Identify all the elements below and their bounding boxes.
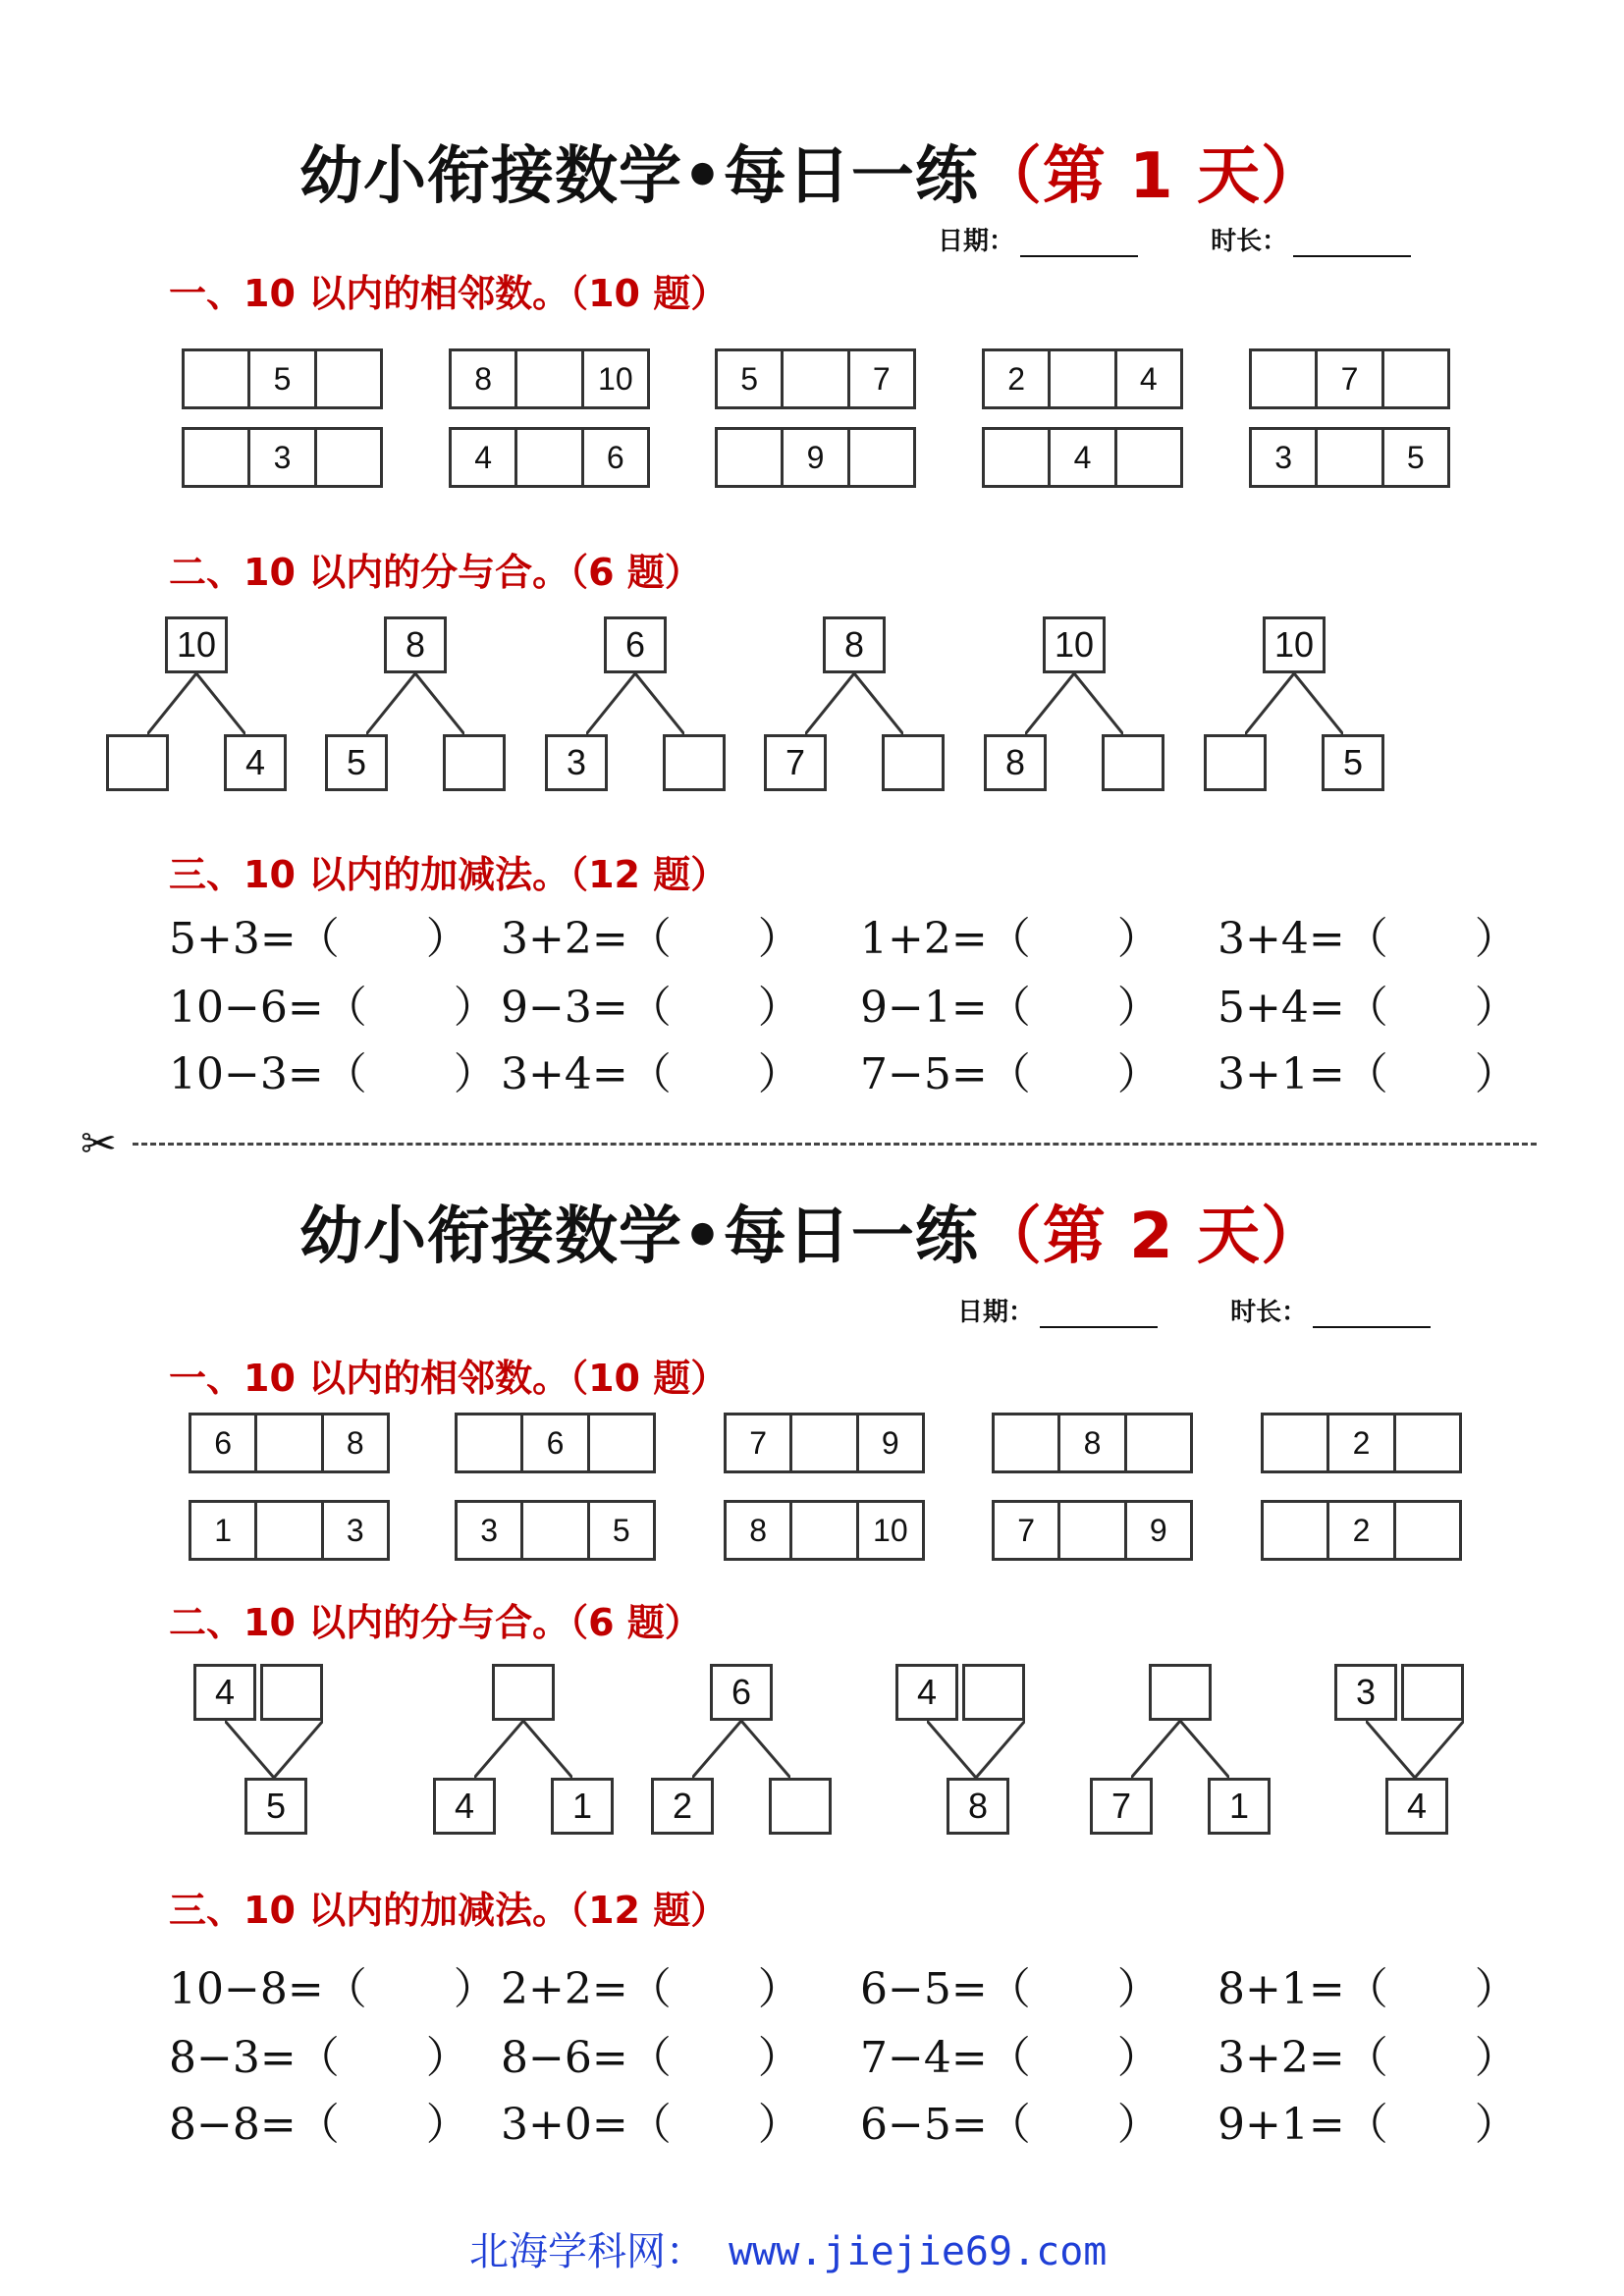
- day2-answer-cell[interactable]: [1264, 1503, 1326, 1558]
- day1-bond-top-box: 10: [165, 616, 228, 673]
- day2-answer-cell[interactable]: [1057, 1503, 1123, 1558]
- day1-adjacent-item: [182, 427, 383, 488]
- day2-bond-branch-line: [1415, 1721, 1464, 1778]
- day1-bond-left-box[interactable]: [1204, 734, 1267, 791]
- day2-bond-left-box: 2: [651, 1778, 714, 1835]
- day1-title: [299, 126, 1325, 216]
- day1-given-cell: 5: [247, 351, 313, 406]
- day2-bond-branch: [1131, 1721, 1229, 1778]
- day2-bond-branch-line: [474, 1721, 523, 1778]
- day2-answer-cell[interactable]: [995, 1415, 1057, 1470]
- day1-equation[interactable]: 7−5=（ ）: [860, 1049, 1161, 1099]
- day2-bond-branch-line: [523, 1721, 572, 1778]
- day2-duration-field[interactable]: [1313, 1303, 1431, 1328]
- day2-given-cell: 1: [214, 1512, 233, 1548]
- day1-answer-cell[interactable]: [1048, 351, 1113, 406]
- day2-given-cell: 8: [1057, 1415, 1123, 1470]
- day1-adjacent-item: [1249, 348, 1450, 409]
- day1-bond-branch-line: [415, 673, 464, 734]
- day1-bond-left-box: 3: [545, 734, 608, 791]
- day2-adjacent-item: [992, 1500, 1193, 1561]
- day1-given-cell: 5: [740, 360, 759, 397]
- day2-given-cell: 2: [1326, 1503, 1392, 1558]
- day1-bond-branch: [147, 673, 245, 734]
- day2-date-label: 日期：: [957, 1298, 1035, 1327]
- day2-bond-branch-line: [927, 1721, 976, 1778]
- day2-bond-branch-line: [741, 1721, 790, 1778]
- day2-bond-branch: [1366, 1721, 1464, 1778]
- day2-equation[interactable]: 3+0=（ ）: [501, 2100, 801, 2150]
- day2-title-main: 幼小衔接数学•每日一练: [299, 1201, 979, 1273]
- day2-answer-cell[interactable]: [458, 1415, 520, 1470]
- day2-answer-cell[interactable]: [254, 1503, 320, 1558]
- day2-answer-cell[interactable]: [1393, 1415, 1459, 1470]
- day1-answer-cell[interactable]: [1252, 351, 1315, 406]
- day2-duration-label: 时长：: [1230, 1298, 1308, 1327]
- day2-bond-branch-line: [1180, 1721, 1229, 1778]
- day1-given-cell: 6: [581, 430, 647, 485]
- day1-bond-branch-line: [366, 673, 415, 734]
- day2-bond-branch-line: [274, 1721, 323, 1778]
- day2-bond-branch: [927, 1721, 1025, 1778]
- day1-adjacent-item: [449, 427, 650, 488]
- day2-section-3-heading: 三、10 以内的加减法。（12 题）: [169, 1889, 729, 1932]
- day1-answer-cell[interactable]: [514, 351, 580, 406]
- day1-equation[interactable]: 9−1=（ ）: [860, 983, 1161, 1033]
- day1-adjacent-item: [182, 348, 383, 409]
- day1-bond-left-box[interactable]: [106, 734, 169, 791]
- day1-bond-branch-line: [196, 673, 245, 734]
- day1-bond-right-box: 5: [1322, 734, 1384, 791]
- day1-answer-cell[interactable]: [985, 430, 1048, 485]
- day1-bond-right-box[interactable]: [443, 734, 506, 791]
- day2-bond-bottom-box: 4: [1385, 1778, 1448, 1835]
- day1-bond-branch-line: [1074, 673, 1123, 734]
- day2-answer-cell[interactable]: [1393, 1503, 1459, 1558]
- day1-answer-cell[interactable]: [1315, 430, 1380, 485]
- day1-title-day: （第 1 天）: [978, 140, 1325, 213]
- day2-given-cell: 6: [214, 1424, 233, 1461]
- day2-section-2-heading: 二、10 以内的分与合。（6 题）: [169, 1601, 702, 1644]
- day2-equation[interactable]: 8−3=（ ）: [169, 2033, 469, 2083]
- day1-bond-top-box: 10: [1263, 616, 1326, 673]
- day2-adjacent-item: [189, 1413, 390, 1473]
- day1-date-field[interactable]: [1020, 232, 1138, 257]
- day1-bond-branch-line: [1245, 673, 1294, 734]
- day1-bond-branch-line: [1025, 673, 1074, 734]
- day2-bond-branch-line: [1131, 1721, 1180, 1778]
- day2-bond-left-box: 7: [1090, 1778, 1153, 1835]
- day2-bond-right-box: 1: [1208, 1778, 1271, 1835]
- day1-answer-cell[interactable]: [514, 430, 580, 485]
- day1-adjacent-item: [982, 427, 1183, 488]
- day2-bond-branch-line: [976, 1721, 1025, 1778]
- day2-bond-right-box[interactable]: [769, 1778, 832, 1835]
- day1-bond-branch-line: [805, 673, 854, 734]
- day1-section-3-heading: 三、10 以内的加减法。（12 题）: [169, 853, 729, 896]
- day1-section-1-heading: 一、10 以内的相邻数。（10 题）: [169, 272, 729, 315]
- day1-bond-top-box: 10: [1043, 616, 1106, 673]
- day1-given-cell: 5: [1381, 430, 1447, 485]
- day1-equation[interactable]: 5+3=（ ）: [169, 914, 469, 964]
- day2-given-cell: 5: [587, 1503, 653, 1558]
- day1-bond-branch: [1025, 673, 1123, 734]
- day2-bond-left-box: 4: [895, 1664, 958, 1721]
- day1-given-cell: 3: [1274, 439, 1293, 475]
- day1-given-cell: 7: [1315, 351, 1380, 406]
- day2-adjacent-item: [455, 1500, 656, 1561]
- day1-equation[interactable]: 3+4=（ ）: [1218, 914, 1518, 964]
- day2-equation[interactable]: 7−4=（ ）: [860, 2033, 1161, 2083]
- day2-given-cell: 2: [1326, 1415, 1392, 1470]
- day2-given-cell: 3: [480, 1512, 499, 1548]
- day2-adjacent-item: [1261, 1413, 1462, 1473]
- day1-bond-branch: [805, 673, 903, 734]
- day2-answer-cell[interactable]: [1124, 1415, 1190, 1470]
- day2-given-cell: 7: [749, 1424, 768, 1461]
- day1-duration-field[interactable]: [1293, 232, 1411, 257]
- day2-equation[interactable]: 9+1=（ ）: [1218, 2100, 1518, 2150]
- day2-adjacent-item: [1261, 1500, 1462, 1561]
- day2-section-1-heading: 一、10 以内的相邻数。（10 题）: [169, 1357, 729, 1400]
- day1-given-cell: 9: [781, 430, 846, 485]
- day1-equation[interactable]: 5+4=（ ）: [1218, 983, 1518, 1033]
- day1-given-cell: 4: [1048, 430, 1113, 485]
- day1-bond-right-box[interactable]: [663, 734, 726, 791]
- day1-bond-branch: [1245, 673, 1343, 734]
- day2-equation[interactable]: 8−8=（ ）: [169, 2100, 469, 2150]
- day1-equation[interactable]: 1+2=（ ）: [860, 914, 1161, 964]
- day2-bond-left-box: 3: [1334, 1664, 1397, 1721]
- day2-given-cell: 6: [520, 1415, 586, 1470]
- day1-answer-cell[interactable]: [718, 430, 781, 485]
- day2-given-cell: 8: [321, 1415, 387, 1470]
- day1-adjacent-item: [982, 348, 1183, 409]
- day1-answer-cell[interactable]: [314, 430, 380, 485]
- day1-bond-branch: [586, 673, 684, 734]
- day1-answer-cell[interactable]: [185, 351, 247, 406]
- day2-bond-branch-line: [1366, 1721, 1415, 1778]
- day1-title-main: 幼小衔接数学•每日一练: [299, 140, 979, 213]
- day1-equation[interactable]: 10−6=（ ）: [169, 983, 497, 1033]
- day2-bond-right-box[interactable]: [260, 1664, 323, 1721]
- day2-bond-top-box[interactable]: [492, 1664, 555, 1721]
- day1-given-cell: 10: [581, 351, 647, 406]
- day2-answer-cell[interactable]: [789, 1415, 855, 1470]
- day2-bond-bottom-box: 5: [244, 1778, 307, 1835]
- day2-equation[interactable]: 2+2=（ ）: [501, 1964, 801, 2014]
- day2-answer-cell[interactable]: [254, 1415, 320, 1470]
- day2-bond-branch-line: [692, 1721, 741, 1778]
- day1-bond-branch-line: [147, 673, 196, 734]
- footer-site[interactable]: 北海学科网： www.jiejie69.com: [469, 2229, 1108, 2274]
- day1-meta: [938, 221, 1411, 257]
- day1-bond-top-box: 8: [823, 616, 886, 673]
- day1-bond-right-box[interactable]: [1102, 734, 1164, 791]
- day1-bond-branch-line: [635, 673, 684, 734]
- day1-bond-top-box: 6: [604, 616, 667, 673]
- day2-bond-top-box[interactable]: [1149, 1664, 1212, 1721]
- day2-bond-left-box: 4: [193, 1664, 256, 1721]
- day1-given-cell: 3: [247, 430, 313, 485]
- day1-bond-branch-line: [586, 673, 635, 734]
- day2-date-field[interactable]: [1040, 1303, 1158, 1328]
- day2-answer-cell[interactable]: [587, 1415, 653, 1470]
- day2-adjacent-item: [724, 1413, 925, 1473]
- scissors-icon: ✂: [81, 1119, 117, 1169]
- day2-bond-branch: [225, 1721, 323, 1778]
- day2-given-cell: 9: [856, 1415, 922, 1470]
- day1-given-cell: 2: [1007, 360, 1026, 397]
- day1-adjacent-item: [715, 348, 916, 409]
- day2-equation[interactable]: 10−8=（ ）: [169, 1964, 497, 2014]
- day1-equation[interactable]: 9−3=（ ）: [501, 983, 801, 1033]
- day1-adjacent-item: [715, 427, 916, 488]
- day2-adjacent-item: [189, 1500, 390, 1561]
- day1-equation[interactable]: 3+2=（ ）: [501, 914, 801, 964]
- day1-answer-cell[interactable]: [1114, 430, 1180, 485]
- day1-adjacent-item: [449, 348, 650, 409]
- day1-answer-cell[interactable]: [314, 351, 380, 406]
- day1-given-cell: 8: [474, 360, 493, 397]
- day2-title-day: （第 2 天）: [978, 1201, 1325, 1273]
- day1-bond-right-box[interactable]: [882, 734, 945, 791]
- day2-meta: [957, 1292, 1431, 1328]
- day2-bond-branch: [692, 1721, 790, 1778]
- day1-answer-cell[interactable]: [185, 430, 247, 485]
- day2-given-cell: 8: [749, 1512, 768, 1548]
- day2-bond-top-box: 6: [710, 1664, 773, 1721]
- day2-adjacent-item: [992, 1413, 1193, 1473]
- day1-bond-left-box: 5: [325, 734, 388, 791]
- day2-bond-right-box[interactable]: [962, 1664, 1025, 1721]
- day1-answer-cell[interactable]: [781, 351, 846, 406]
- day1-bond-left-box: 7: [764, 734, 827, 791]
- day2-equation[interactable]: 8−6=（ ）: [501, 2033, 801, 2083]
- day1-equation[interactable]: 3+1=（ ）: [1218, 1049, 1518, 1099]
- day1-section-2-heading: 二、10 以内的分与合。（6 题）: [169, 551, 702, 594]
- day1-given-cell: 7: [847, 351, 913, 406]
- day1-date-label: 日期：: [938, 227, 1015, 256]
- day2-given-cell: 9: [1124, 1503, 1190, 1558]
- day1-adjacent-item: [1249, 427, 1450, 488]
- day1-bond-top-box: 8: [384, 616, 447, 673]
- day1-given-cell: 4: [1114, 351, 1180, 406]
- day2-equation[interactable]: 8+1=（ ）: [1218, 1964, 1518, 2014]
- day1-bond-branch-line: [1294, 673, 1343, 734]
- day1-equation[interactable]: 10−3=（ ）: [169, 1049, 497, 1099]
- day2-adjacent-item: [455, 1413, 656, 1473]
- day2-given-cell: 3: [321, 1503, 387, 1558]
- day1-duration-label: 时长：: [1211, 227, 1288, 256]
- day1-bond-left-box: 8: [984, 734, 1047, 791]
- day2-equation[interactable]: 6−5=（ ）: [860, 1964, 1161, 2014]
- day1-bond-branch: [366, 673, 464, 734]
- day2-equation[interactable]: 6−5=（ ）: [860, 2100, 1161, 2150]
- day2-answer-cell[interactable]: [789, 1503, 855, 1558]
- day1-equation[interactable]: 3+4=（ ）: [501, 1049, 801, 1099]
- day2-bond-branch: [474, 1721, 572, 1778]
- day2-bond-bottom-box: 8: [947, 1778, 1009, 1835]
- day2-adjacent-item: [724, 1500, 925, 1561]
- cut-line: [133, 1143, 1537, 1146]
- day1-given-cell: 4: [474, 439, 493, 475]
- day2-bond-left-box: 4: [433, 1778, 496, 1835]
- day2-given-cell: 10: [856, 1503, 922, 1558]
- day1-bond-branch-line: [854, 673, 903, 734]
- day2-bond-right-box[interactable]: [1401, 1664, 1464, 1721]
- day2-given-cell: 7: [1017, 1512, 1036, 1548]
- day1-bond-right-box: 4: [224, 734, 287, 791]
- day2-answer-cell[interactable]: [520, 1503, 586, 1558]
- day1-answer-cell[interactable]: [847, 430, 913, 485]
- day2-equation[interactable]: 3+2=（ ）: [1218, 2033, 1518, 2083]
- day2-bond-branch-line: [225, 1721, 274, 1778]
- day2-title: [299, 1186, 1325, 1276]
- day2-bond-right-box: 1: [551, 1778, 614, 1835]
- day2-answer-cell[interactable]: [1264, 1415, 1326, 1470]
- day1-answer-cell[interactable]: [1381, 351, 1447, 406]
